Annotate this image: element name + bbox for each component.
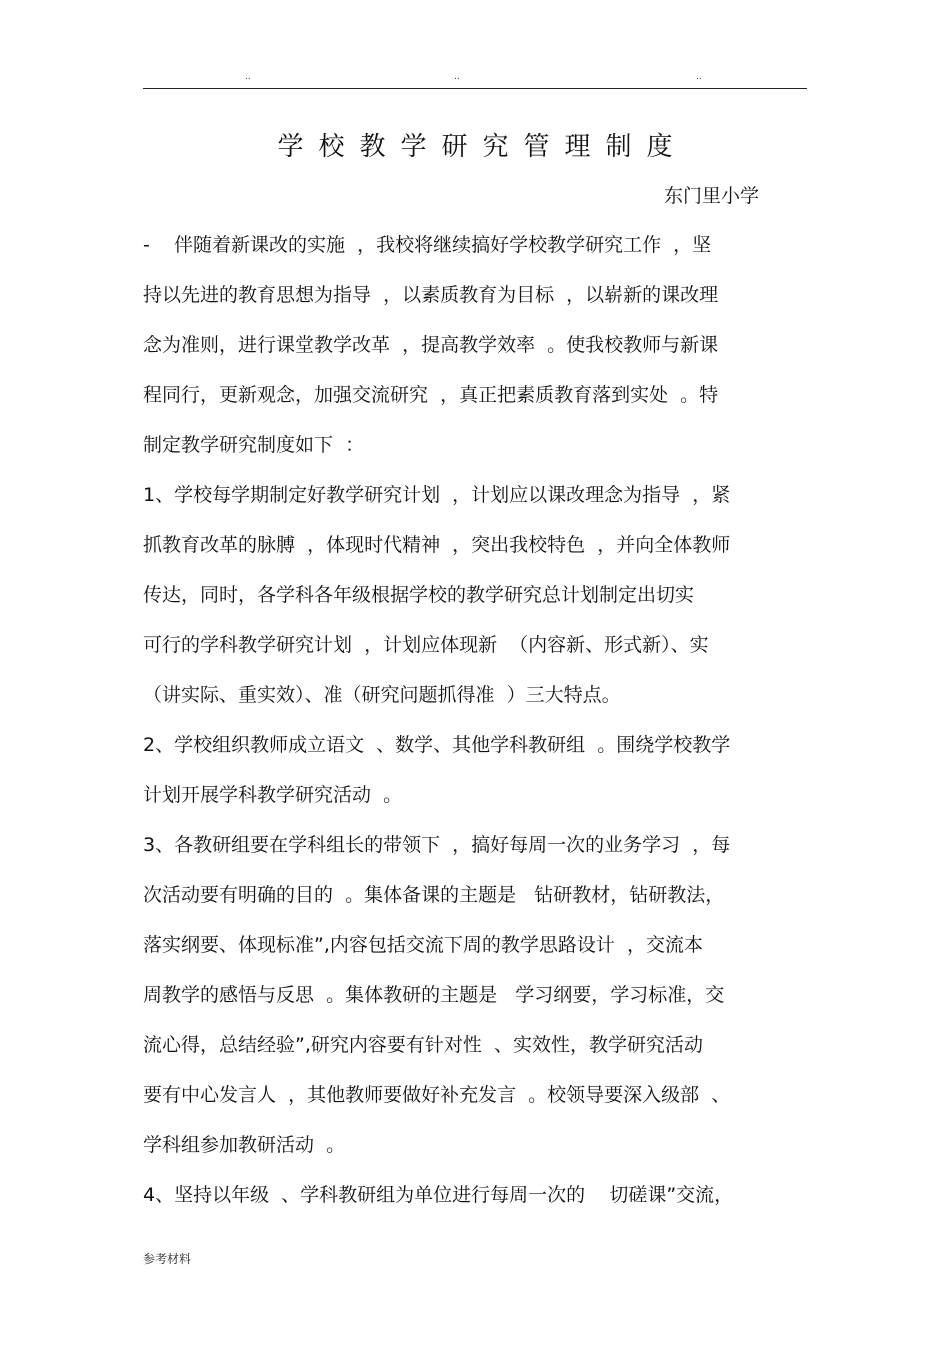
body-line: （讲实际、重实效）、准（研究问题抓得准 ）三大特点。: [143, 684, 621, 706]
body-line: 可行的学科教学研究计划 ，计划应体现新 （内容新、形式新）、实: [143, 634, 709, 656]
body-line: 2、学校组织教师成立语文 、数学、其他学科教研组 。围绕学校教学: [143, 734, 731, 756]
header-mark: ..: [696, 72, 702, 82]
body-line: 流心得，总结经验”,研究内容要有针对性 、实效性，教学研究活动: [143, 1034, 703, 1056]
body-line: 传达，同时，各学科各年级根据学校的教学研究总计划制定出切实: [143, 584, 695, 606]
body-line: 周教学的感悟与反思 。集体教研的主题是 学习纲要，学习标准，交: [143, 984, 725, 1006]
header-mark: ..: [454, 72, 460, 82]
body-line: 持以先进的教育思想为指导 ，以素质教育为目标 ，以崭新的课改理: [143, 284, 719, 306]
body-line: 抓教育改革的脉膊 ，体现时代精神 ，突出我校特色 ，并向全体教师: [143, 534, 731, 556]
body-line: 念为准则，进行课堂教学改革 ，提高教学效率 。使我校教师与新课: [143, 334, 719, 356]
body-line: 学科组参加教研活动 。: [143, 1134, 346, 1156]
page-footer: 参考材料: [143, 1252, 192, 1266]
body-line: 计划开展学科教学研究活动 。: [143, 784, 403, 806]
document-title: 学校教学研究管理制度: [277, 132, 688, 162]
header-rule: [143, 88, 807, 89]
body-line: 落实纲要、体现标准”,内容包括交流下周的教学思路设计 ，交流本: [143, 934, 703, 956]
body-line: 次活动要有明确的目的 。集体备课的主题是 钻研教材，钻研教法，: [143, 884, 725, 906]
document-body: [143, 226, 807, 1226]
body-line: 制定教学研究制度如下 ：: [143, 434, 365, 456]
document-author: 东门里小学: [664, 185, 760, 207]
body-line: 要有中心发言人 ，其他教师要做好补充发言 。校领导要深入级部 、: [143, 1084, 731, 1106]
body-line: 1、学校每学期制定好教学研究计划 ，计划应以课改理念为指导 ，紧: [143, 484, 731, 506]
header-mark: ..: [245, 72, 251, 82]
body-line: 4、坚持以年级 、学科教研组为单位进行每周一次的 切磋课”交流，: [143, 1184, 734, 1206]
body-line: - 伴随着新课改的实施 ，我校将继续搞好学校教学研究工作 ，坚: [143, 234, 712, 256]
body-line: 3、各教研组要在学科组长的带领下 ，搞好每周一次的业务学习 ，每: [143, 834, 731, 856]
page-header-marks: [143, 72, 807, 84]
body-line: 程同行，更新观念，加强交流研究 ，真正把素质教育落到实处 。特: [143, 384, 719, 406]
